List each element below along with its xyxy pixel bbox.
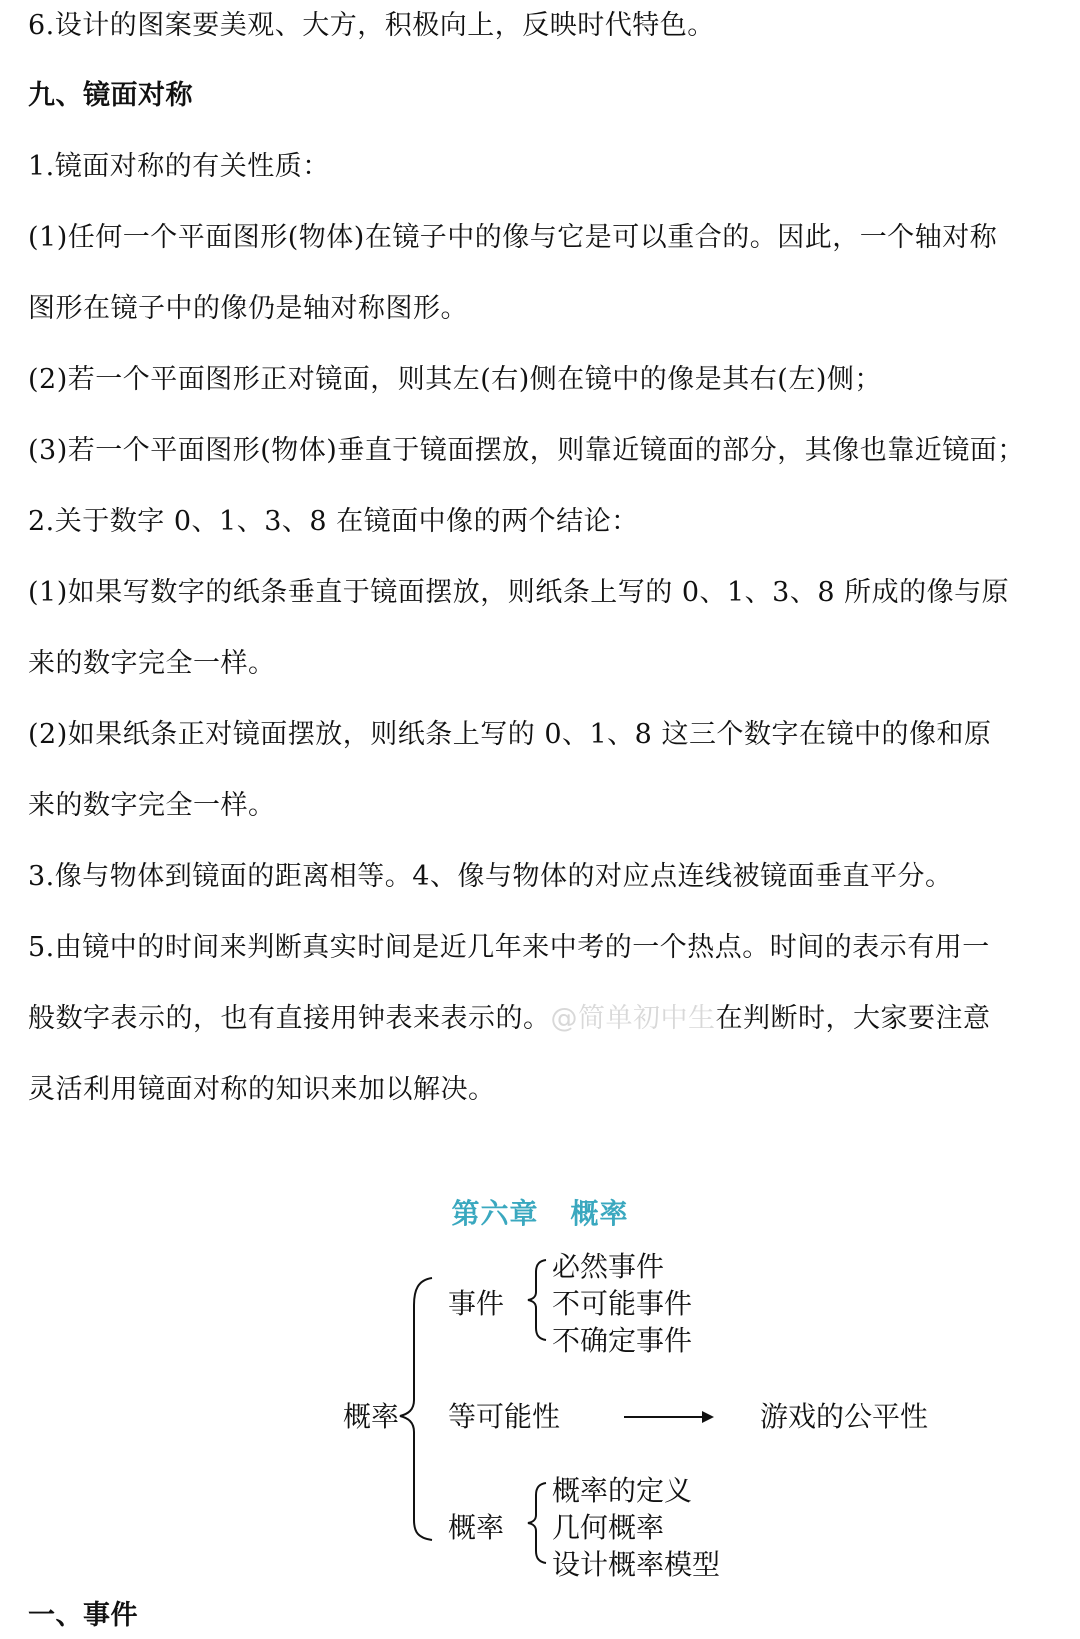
paragraph-clock-line2-after: 在判断时，大家要注意 (715, 1003, 991, 1034)
mindmap-prob-item-geometric: 几何概率 (552, 1511, 665, 1544)
paragraph-digits-1-line2: 来的数字完全一样。 (28, 648, 276, 679)
mindmap-prob-item-definition: 概率的定义 (552, 1474, 693, 1507)
paragraph-clock-line1: 5.由镜中的时间来判断真实时间是近几年来中考的一个热点。时间的表示有用一 (28, 932, 990, 963)
paragraph-digits-2-line2: 来的数字完全一样。 (28, 790, 276, 821)
paragraph-digits-title: 2.关于数字 0、1、3、8 在镜面中像的两个结论： (28, 506, 639, 537)
mindmap-events-label: 事件 (448, 1287, 505, 1320)
paragraph-clock-line3: 灵活利用镜面对称的知识来加以解决。 (28, 1074, 496, 1105)
paragraph-property-1-line2: 图形在镜子中的像仍是轴对称图形。 (28, 293, 468, 324)
chapter-number: 第六章 (451, 1197, 539, 1230)
paragraph-property-1-line1: (1)任何一个平面图形(物体)在镜子中的像与它是可以重合的。因此，一个轴对称 (28, 222, 998, 253)
mindmap-root: 概率 (343, 1400, 400, 1433)
paragraph-clock-line2-before: 般数字表示的，也有直接用钟表来表示的。 (28, 1003, 551, 1034)
mindmap-prob-brace (528, 1483, 546, 1563)
mindmap-event-item-certain: 必然事件 (552, 1250, 665, 1283)
mindmap-event-item-impossible: 不可能事件 (552, 1287, 693, 1320)
paragraph-distance-rule: 3.像与物体到镜面的距离相等。4、像与物体的对应点连线被镜面垂直平分。 (28, 861, 953, 892)
mindmap-event-item-uncertain: 不确定事件 (552, 1324, 693, 1357)
mindmap-equal-label: 等可能性 (448, 1400, 561, 1433)
watermark-text: @简单初中生 (550, 1003, 716, 1034)
section-heading-events: 一、事件 (28, 1600, 138, 1631)
mindmap-root-brace (400, 1278, 432, 1540)
chapter-name: 概率 (570, 1197, 629, 1230)
paragraph-mirror-properties-title: 1.镜面对称的有关性质： (28, 151, 330, 182)
paragraph-digits-1-line1: (1)如果写数字的纸条垂直于镜面摆放，则纸条上写的 0、1、3、8 所成的像与原 (28, 577, 1010, 608)
mindmap-events-brace (528, 1260, 546, 1340)
mindmap-arrow-head (702, 1411, 714, 1423)
paragraph-property-2: (2)若一个平面图形正对镜面，则其左(右)侧在镜中的像是其右(左)侧； (28, 364, 882, 395)
section-heading-mirror-symmetry: 九、镜面对称 (28, 80, 193, 111)
paragraph-design-rule-6: 6.设计的图案要美观、大方，积极向上，反映时代特色。 (28, 10, 715, 41)
mindmap-equal-result: 游戏的公平性 (760, 1400, 929, 1433)
mindmap-prob-item-model: 设计概率模型 (552, 1548, 721, 1581)
mindmap-prob-label: 概率 (448, 1511, 505, 1544)
paragraph-digits-2-line1: (2)如果纸条正对镜面摆放，则纸条上写的 0、1、8 这三个数字在镜中的像和原 (28, 719, 992, 750)
paragraph-property-3: (3)若一个平面图形(物体)垂直于镜面摆放，则靠近镜面的部分，其像也靠近镜面； (28, 435, 1025, 466)
